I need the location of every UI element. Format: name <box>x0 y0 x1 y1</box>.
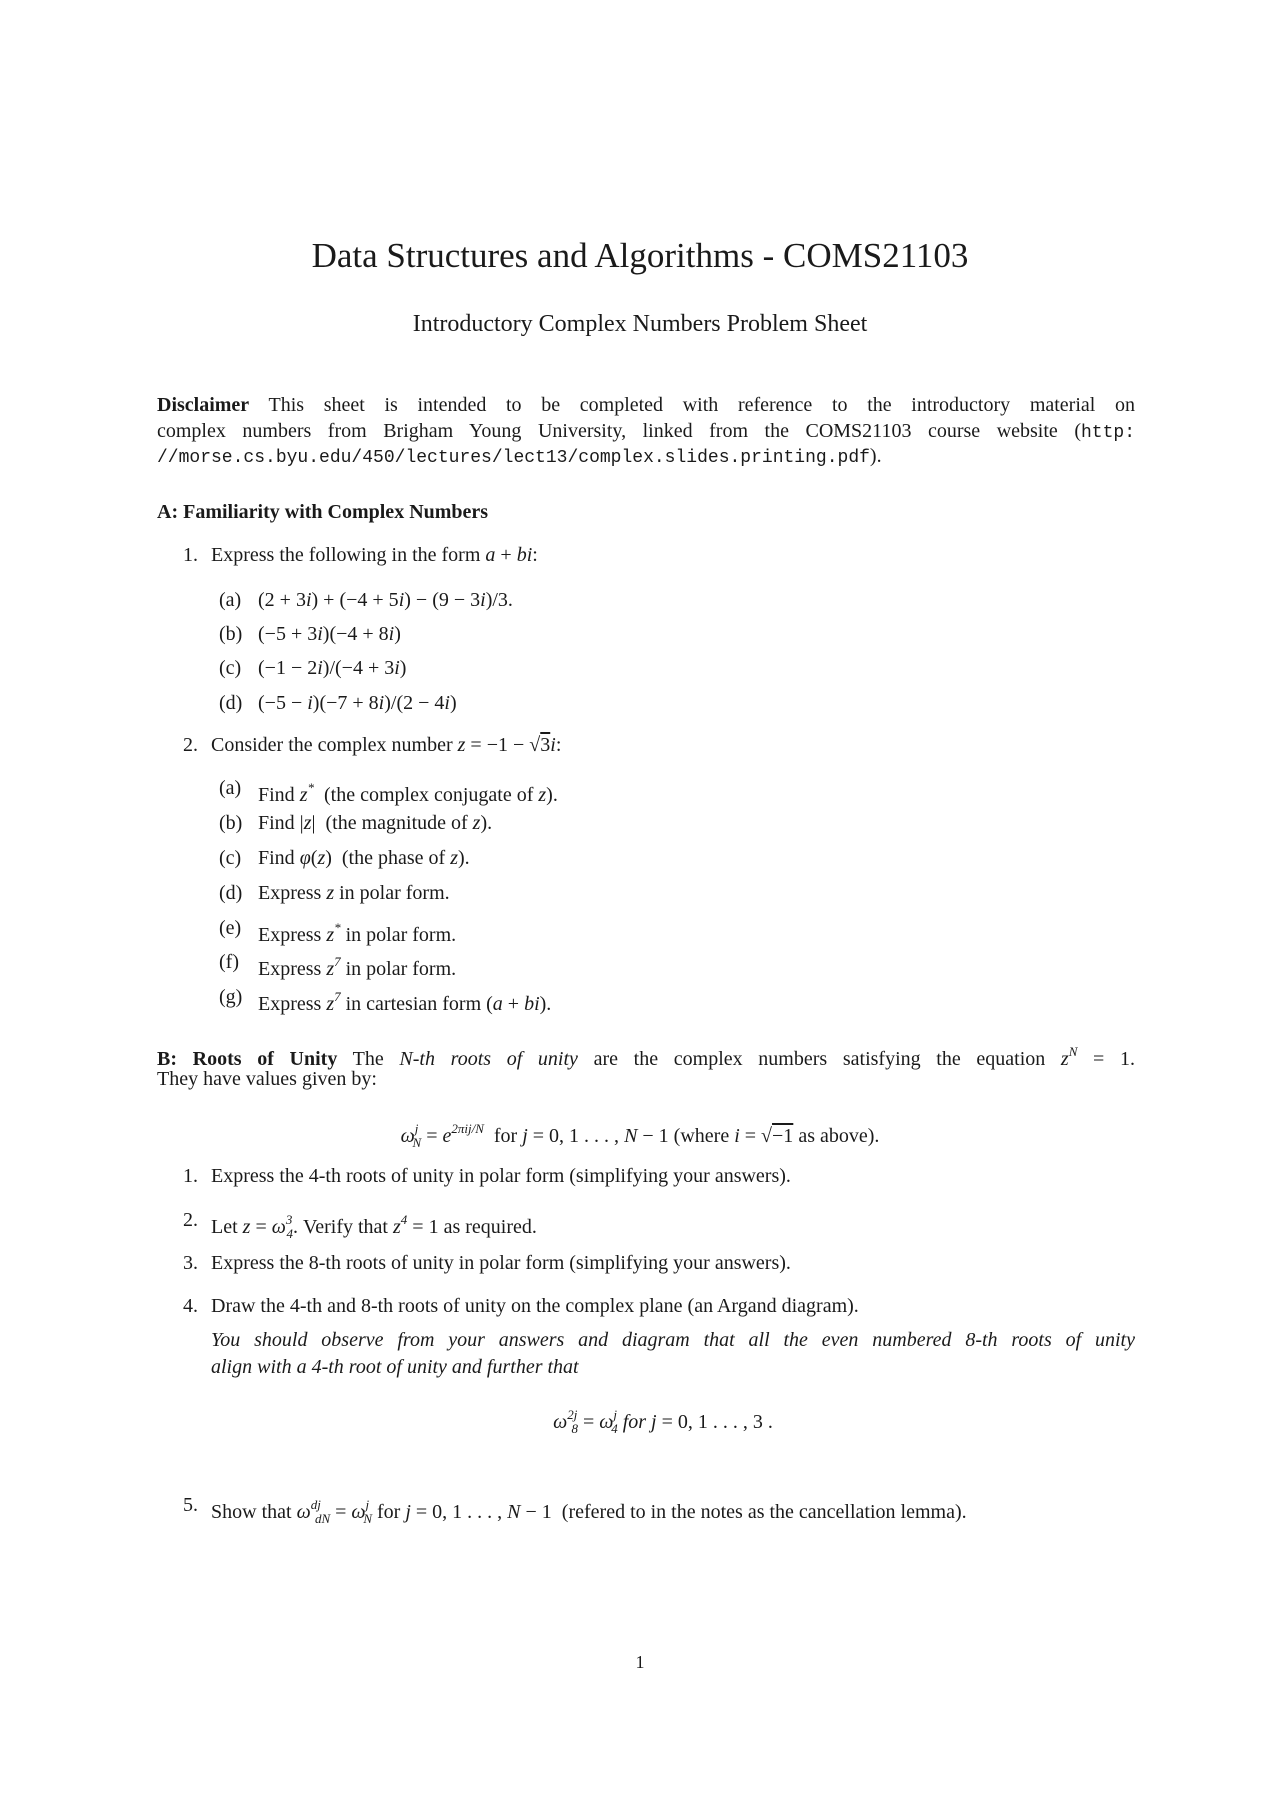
disclaimer-line-2 <box>157 419 1135 445</box>
text-segment: z <box>472 812 481 834</box>
text-segment: = <box>250 1216 272 1238</box>
question-b5-number <box>183 1493 198 1517</box>
text-segment: − 1 (where <box>637 1125 735 1147</box>
question-number <box>183 1208 198 1232</box>
text-segment: a <box>492 993 503 1015</box>
text-segment: 7 <box>334 989 341 1004</box>
text-segment: (f) <box>219 951 239 973</box>
text-segment: 4 <box>611 1421 618 1436</box>
text-segment: Express the 8-th roots of unity in polar form (simplifying your answers). <box>211 1252 791 1274</box>
text-segment: : <box>532 544 538 566</box>
text-segment: z <box>242 1216 251 1238</box>
text-segment: for <box>617 1411 652 1433</box>
text-segment: 1. <box>183 544 198 566</box>
question-a1-number <box>183 543 198 567</box>
section-a-heading <box>157 500 488 524</box>
text-segment: ω <box>553 1411 568 1433</box>
part-text <box>258 691 457 715</box>
text-segment: z <box>393 1216 401 1238</box>
part-text <box>258 846 470 870</box>
text-segment: The <box>337 1048 400 1070</box>
text-segment: z <box>326 882 335 904</box>
text-segment: Disclaimer <box>157 394 250 416</box>
text-segment: i <box>305 589 312 611</box>
text-segment: 2. <box>183 1209 198 1231</box>
text-segment: ω <box>599 1411 614 1433</box>
text-segment: (−5 + 3 <box>258 623 318 645</box>
text-segment: * <box>307 780 314 795</box>
text-segment: )(−7 + 8 <box>312 692 379 714</box>
disclaimer-line-3 <box>157 444 882 470</box>
text-segment: 4 <box>400 1212 408 1227</box>
text-segment: Show that <box>211 1501 297 1523</box>
text-segment: z <box>450 847 458 869</box>
text-segment: in polar form. <box>340 958 457 980</box>
text-segment: (2 + 3 <box>258 589 306 611</box>
part-label <box>219 846 241 870</box>
text-segment: B: Roots of Unity <box>157 1048 338 1070</box>
text-segment: ω <box>271 1216 286 1238</box>
text-segment: Find <box>258 847 300 869</box>
question-number <box>183 1251 198 1275</box>
text-segment: = 0, 1 . . . , <box>527 1125 625 1147</box>
text-segment: dj <box>310 1497 321 1512</box>
text-segment: j <box>365 1497 370 1512</box>
text-segment: in polar form. <box>340 924 457 946</box>
text-segment: N <box>507 1501 521 1523</box>
text-segment: ) − (9 − 3 <box>404 589 481 611</box>
text-segment: = <box>330 1501 352 1523</box>
text-segment: 2πij/N <box>451 1121 484 1136</box>
question-number <box>183 1164 198 1188</box>
question-number <box>183 1294 198 1318</box>
part-label <box>219 656 241 680</box>
text-segment: z <box>303 812 312 834</box>
text-segment: φ <box>299 847 311 869</box>
text-segment: align with a 4-th root of unity and further that <box>211 1356 579 1378</box>
text-segment: (e) <box>219 917 242 939</box>
text-segment: They have values given by: <box>157 1068 377 1090</box>
text-segment: A: Familiarity with Complex Numbers <box>157 501 489 523</box>
text-segment: are the complex numbers satisfying the equation <box>577 1048 1061 1070</box>
part-label <box>219 622 242 646</box>
text-segment: i <box>394 657 400 679</box>
text-segment: )/3. <box>485 589 513 611</box>
text-segment: ω <box>296 1501 311 1523</box>
part-text <box>258 916 456 947</box>
text-segment: N <box>399 1048 413 1070</box>
text-segment: Express the following in the form <box>211 544 486 566</box>
part-text <box>258 881 450 905</box>
text-segment: = 0, 1 . . . , 3 . <box>656 1411 773 1433</box>
text-segment: i <box>307 692 313 714</box>
text-segment: N <box>1068 1044 1078 1059</box>
text-segment: = 1. <box>1077 1048 1136 1070</box>
text-segment: (c) <box>219 847 242 869</box>
text-segment: )/(−4 + 3 <box>322 657 395 679</box>
text-segment: −1 <box>772 1125 794 1147</box>
part-label <box>219 811 242 835</box>
question-text <box>211 1251 791 1275</box>
text-segment: z <box>538 784 547 806</box>
text-segment: 3. <box>183 1252 198 1274</box>
text-segment: Introductory Complex Numbers Problem Sheet <box>412 311 868 337</box>
text-segment: 8 <box>571 1421 579 1436</box>
text-segment: = −1 − √ <box>465 734 541 756</box>
text-segment: z <box>326 958 335 980</box>
text-segment: You should observe from your answers and diagram that all the even numbered 8-th roots of unity <box>211 1329 1135 1351</box>
text-segment: N <box>363 1511 372 1526</box>
text-segment: (a) <box>219 589 242 611</box>
text-segment: i <box>317 623 323 645</box>
text-segment: Express <box>258 993 327 1015</box>
text-segment: + <box>502 993 525 1015</box>
text-segment: ). <box>539 993 552 1015</box>
text-segment: 4 <box>286 1226 294 1241</box>
part-label <box>219 985 242 1009</box>
text-segment: 1 <box>635 1652 645 1672</box>
text-segment: in cartesian form ( <box>340 993 493 1015</box>
part-label <box>219 950 239 974</box>
text-segment: ) <box>394 623 401 645</box>
text-segment: (c) <box>219 657 242 679</box>
text-segment: 4. <box>183 1295 198 1317</box>
document-title <box>0 236 1280 276</box>
text-segment: z <box>326 924 335 946</box>
question-text <box>211 1164 791 1188</box>
text-segment: 7 <box>334 954 341 969</box>
text-segment: e <box>442 1125 452 1147</box>
text-segment: ). <box>869 445 882 467</box>
disclaimer-line-1 <box>157 393 1135 417</box>
text-segment: = √ <box>739 1125 773 1147</box>
text-segment: j <box>414 1121 419 1136</box>
remark-line-1 <box>211 1328 1135 1352</box>
text-segment: dN <box>314 1511 331 1526</box>
part-text <box>258 656 406 680</box>
text-segment: ) + (−4 + 5 <box>311 589 399 611</box>
text-segment: Express the 4-th roots of unity in polar form (simplifying your answers). <box>211 1165 791 1187</box>
text-segment: a <box>485 544 496 566</box>
text-segment: Let <box>211 1216 243 1238</box>
text-segment: ). <box>480 812 493 834</box>
text-segment: for <box>372 1501 406 1523</box>
text-segment: as above). <box>793 1125 880 1147</box>
text-segment: (b) <box>219 812 243 834</box>
text-segment: for <box>483 1125 523 1147</box>
text-segment: ( <box>310 847 318 869</box>
question-a1-text <box>211 543 538 567</box>
question-text <box>211 1208 537 1246</box>
text-segment: //morse.cs.byu.edu/450/lectures/lect13/complex.slides.printing.pdf <box>157 448 870 468</box>
text-segment: (b) <box>219 623 243 645</box>
question-a2-number <box>183 733 198 757</box>
text-segment: 2. <box>183 734 198 756</box>
text-segment: )(−4 + 8 <box>322 623 389 645</box>
text-segment: ) <box>399 657 407 679</box>
text-segment: : <box>555 734 562 756</box>
text-segment: (d) <box>219 882 243 904</box>
part-text <box>258 588 513 612</box>
text-segment: Draw the 4-th and 8-th roots of unity on the complex plane (an Argand diagram). <box>211 1295 859 1317</box>
text-segment: 2j <box>567 1407 578 1422</box>
text-segment: i <box>378 692 385 714</box>
text-segment: -th roots of unity <box>412 1048 578 1070</box>
text-segment: j <box>522 1125 528 1147</box>
text-segment: i <box>734 1125 740 1147</box>
text-segment: Express <box>258 882 327 904</box>
text-segment: ω <box>400 1125 415 1147</box>
text-segment: j <box>405 1501 411 1523</box>
text-segment: (g) <box>219 986 243 1008</box>
text-segment: Find <box>258 784 300 806</box>
text-segment: in polar form. <box>334 882 450 904</box>
text-segment: j <box>613 1407 618 1422</box>
text-segment: Data Structures and Algorithms - COMS21103 <box>311 236 969 275</box>
document-subtitle <box>0 310 1280 338</box>
text-segment: 5. <box>183 1494 198 1516</box>
text-segment: (−5 − <box>258 692 308 714</box>
text-segment: bi <box>516 544 533 566</box>
text-segment: Express <box>258 958 327 980</box>
text-segment: = 1 as required. <box>407 1216 537 1238</box>
page-number <box>0 1650 1280 1674</box>
text-segment: ). <box>457 847 470 869</box>
text-segment: ) (the phase of <box>325 847 451 869</box>
text-segment: i <box>480 589 486 611</box>
text-segment: z <box>326 993 335 1015</box>
remark-line-2 <box>211 1355 579 1379</box>
text-segment: z <box>299 784 308 806</box>
text-segment: z <box>317 847 326 869</box>
text-segment: i <box>388 623 395 645</box>
text-segment: z <box>457 734 466 756</box>
text-segment: http: <box>1080 423 1135 443</box>
text-segment: Find | <box>258 812 304 834</box>
text-segment: 3 <box>285 1212 293 1227</box>
text-segment: . Verify that <box>293 1216 393 1238</box>
question-b5-text <box>211 1493 967 1531</box>
text-segment: (d) <box>219 692 243 714</box>
part-text <box>258 622 401 646</box>
text-segment: N <box>412 1135 422 1150</box>
part-label <box>219 588 241 612</box>
text-segment: )/(2 − 4 <box>384 692 445 714</box>
text-segment: Express <box>258 924 327 946</box>
roots-of-unity-formula <box>0 1117 1280 1155</box>
part-text <box>258 811 492 835</box>
part-label <box>219 776 241 800</box>
part-text <box>258 776 558 807</box>
part-label <box>219 691 242 715</box>
text-segment: | (the magnitude of <box>311 812 473 834</box>
text-segment: bi <box>524 993 540 1015</box>
text-segment: + <box>495 544 517 566</box>
text-segment: Consider the complex number <box>211 734 458 756</box>
text-segment: z <box>1060 1048 1069 1070</box>
text-segment: ). <box>546 784 558 806</box>
section-b-intro-line <box>157 1067 377 1091</box>
text-segment: i <box>550 734 556 756</box>
question-a2-text <box>211 733 561 757</box>
text-segment: 3 <box>540 734 551 756</box>
text-segment: This sheet is intended to be completed with reference to the introductory material on <box>249 394 1135 416</box>
text-segment: = <box>578 1411 600 1433</box>
text-segment: ) <box>449 692 457 714</box>
text-segment: = 0, 1 . . . , <box>410 1501 508 1523</box>
text-segment: (a) <box>219 777 242 799</box>
part-label <box>219 881 242 905</box>
text-segment: = <box>421 1125 443 1147</box>
text-segment: ω <box>351 1501 366 1523</box>
text-segment: 1. <box>183 1165 198 1187</box>
remark-formula <box>0 1403 1280 1441</box>
text-segment: − 1 (refered to in the notes as the cancellation lemma). <box>520 1501 967 1523</box>
text-segment: i <box>444 692 450 714</box>
text-segment: N <box>624 1125 638 1147</box>
text-segment: * <box>334 920 341 935</box>
text-segment: i <box>398 589 405 611</box>
text-segment: complex numbers from Brigham Young University, linked from the COMS21103 course website ( <box>157 420 1081 442</box>
question-text <box>211 1294 859 1318</box>
text-segment: i <box>317 657 323 679</box>
part-text <box>258 950 456 981</box>
part-label <box>219 916 241 940</box>
text-segment: (−1 − 2 <box>258 657 318 679</box>
part-text <box>258 985 551 1016</box>
text-segment: j <box>651 1411 657 1433</box>
text-segment: (the complex conjugate of <box>313 784 539 806</box>
